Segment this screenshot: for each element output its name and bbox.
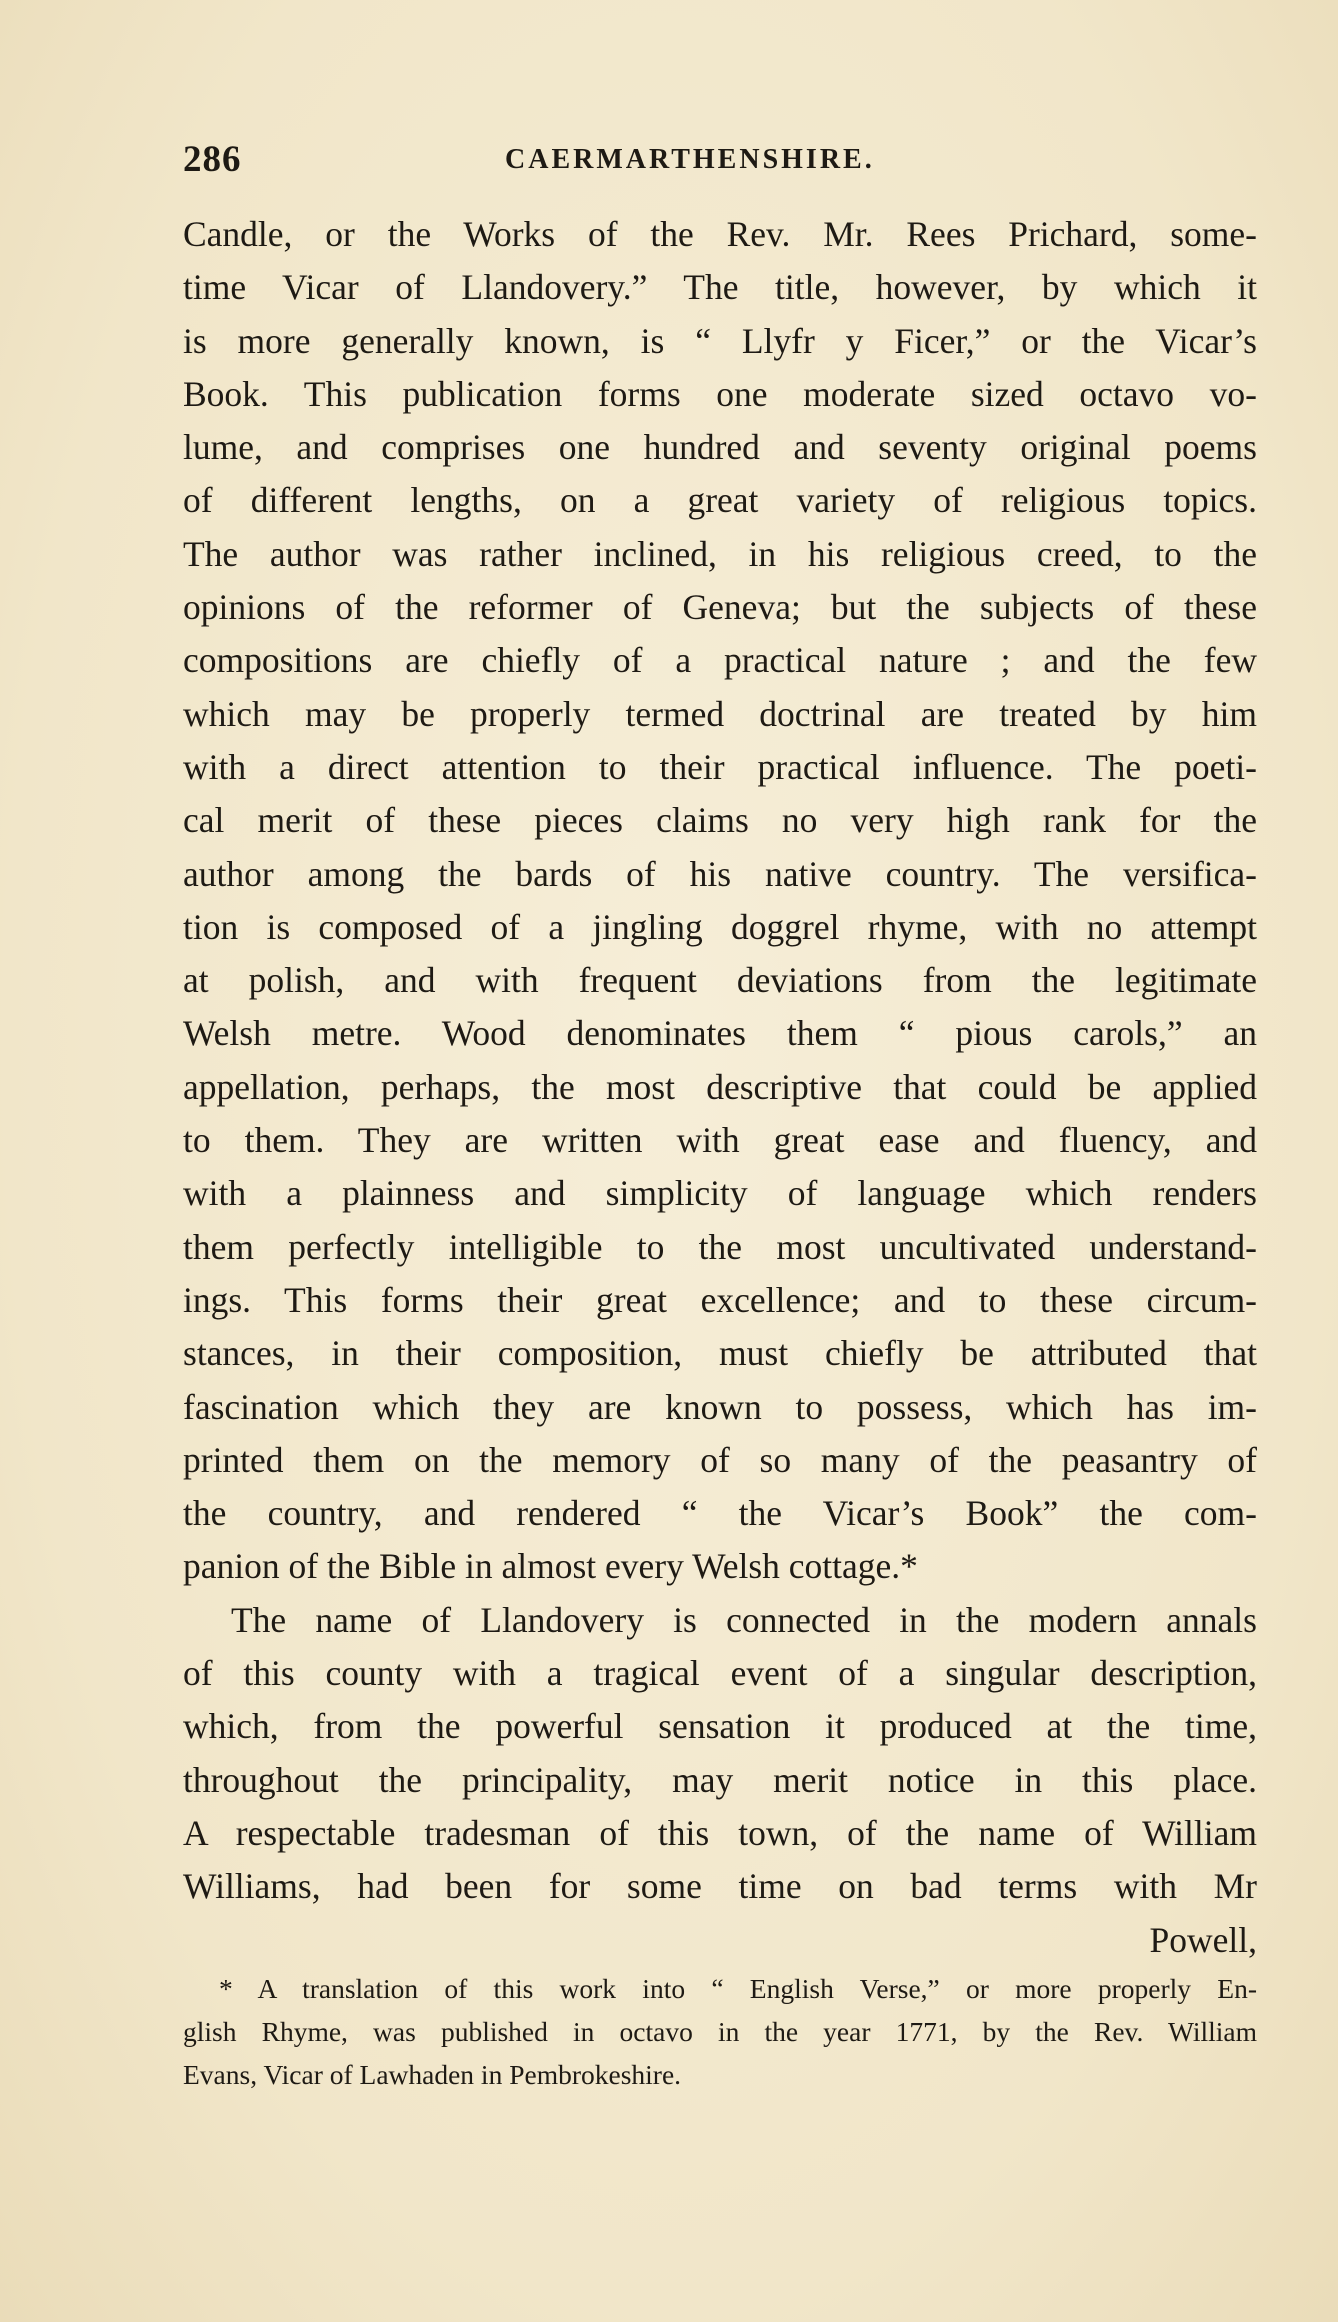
paragraph-end-line: panion of the Bible in almost every Welsh cottage.*	[183, 1546, 918, 1587]
text-line: cal merit of these pieces claims no very high rank for the	[183, 800, 1257, 841]
footnote-line: Evans, Vicar of Lawhaden in Pembrokeshire.	[183, 2059, 682, 2090]
text-line: throughout the principality, may merit notice in this place.	[183, 1759, 1257, 1800]
text-line: lume, and comprises one hundred and seventy original poems	[183, 427, 1257, 468]
text-line: is more generally known, is “ Llyfr y Ficer,” or the Vicar’s	[183, 320, 1257, 361]
footnote-line: * A translation of this work into “ English Verse,” or more properly En-	[219, 1973, 1257, 2004]
text-line: compositions are chiefly of a practical nature ; and the few	[183, 640, 1257, 681]
text-line: author among the bards of his native country. The versifica-	[183, 853, 1257, 894]
text-line: tion is composed of a jingling doggrel rhyme, with no attempt	[183, 906, 1257, 947]
text-line: which may be properly termed doctrinal are treated by him	[183, 693, 1257, 734]
text-line: Welsh metre. Wood denominates them “ pious carols,” an	[183, 1013, 1257, 1054]
text-line: Book. This publication forms one moderate sized octavo vo-	[183, 373, 1257, 414]
running-head: CAERMARTHENSHIRE.	[505, 144, 875, 175]
footnote	[183, 1967, 1257, 2096]
text-line: printed them on the memory of so many of the peasantry of	[183, 1439, 1257, 1480]
text-line: with a direct attention to their practical influence. The poeti-	[183, 746, 1257, 787]
text-line: ings. This forms their great excellence; and to these circum-	[183, 1279, 1257, 1320]
text-line: Williams, had been for some time on bad terms with Mr	[183, 1866, 1257, 1907]
text-line: which, from the powerful sensation it produced at the time,	[183, 1706, 1257, 1747]
text-line: them perfectly intelligible to the most uncultivated understand-	[183, 1226, 1257, 1267]
text-line: the country, and rendered “ the Vicar’s Book” the com-	[183, 1493, 1257, 1534]
footnote-line: glish Rhyme, was published in octavo in the year 1771, by the Rev. William	[183, 2016, 1257, 2047]
text-line: time Vicar of Llandovery.” The title, however, by which it	[183, 267, 1257, 308]
text-line: with a plainness and simplicity of language which renders	[183, 1173, 1257, 1214]
paragraph-start-line: The name of Llandovery is connected in the modern annals	[231, 1599, 1257, 1640]
text-line: of different lengths, on a great variety of religious topics.	[183, 480, 1257, 521]
page-number: 286	[183, 139, 242, 180]
page-header	[183, 138, 1273, 188]
text-line: appellation, perhaps, the most descriptive that could be applied	[183, 1066, 1257, 1107]
text-line: of this county with a tragical event of a singular description,	[183, 1653, 1257, 1694]
text-line: Candle, or the Works of the Rev. Mr. Rees Prichard, some-	[183, 214, 1257, 254]
text-line: A respectable tradesman of this town, of the name of William	[183, 1812, 1257, 1853]
text-line: at polish, and with frequent deviations from the legitimate	[183, 960, 1257, 1001]
text-line: to them. They are written with great ease and fluency, and	[183, 1120, 1257, 1161]
catchword: Powell,	[1149, 1919, 1257, 1960]
text-line: opinions of the reformer of Geneva; but the subjects of these	[183, 587, 1257, 628]
text-line: fascination which they are known to possess, which has im-	[183, 1386, 1257, 1427]
text-line: stances, in their composition, must chiefly be attributed that	[183, 1333, 1257, 1374]
text-line: The author was rather inclined, in his religious creed, to the	[183, 533, 1257, 574]
body-text	[183, 208, 1257, 1967]
